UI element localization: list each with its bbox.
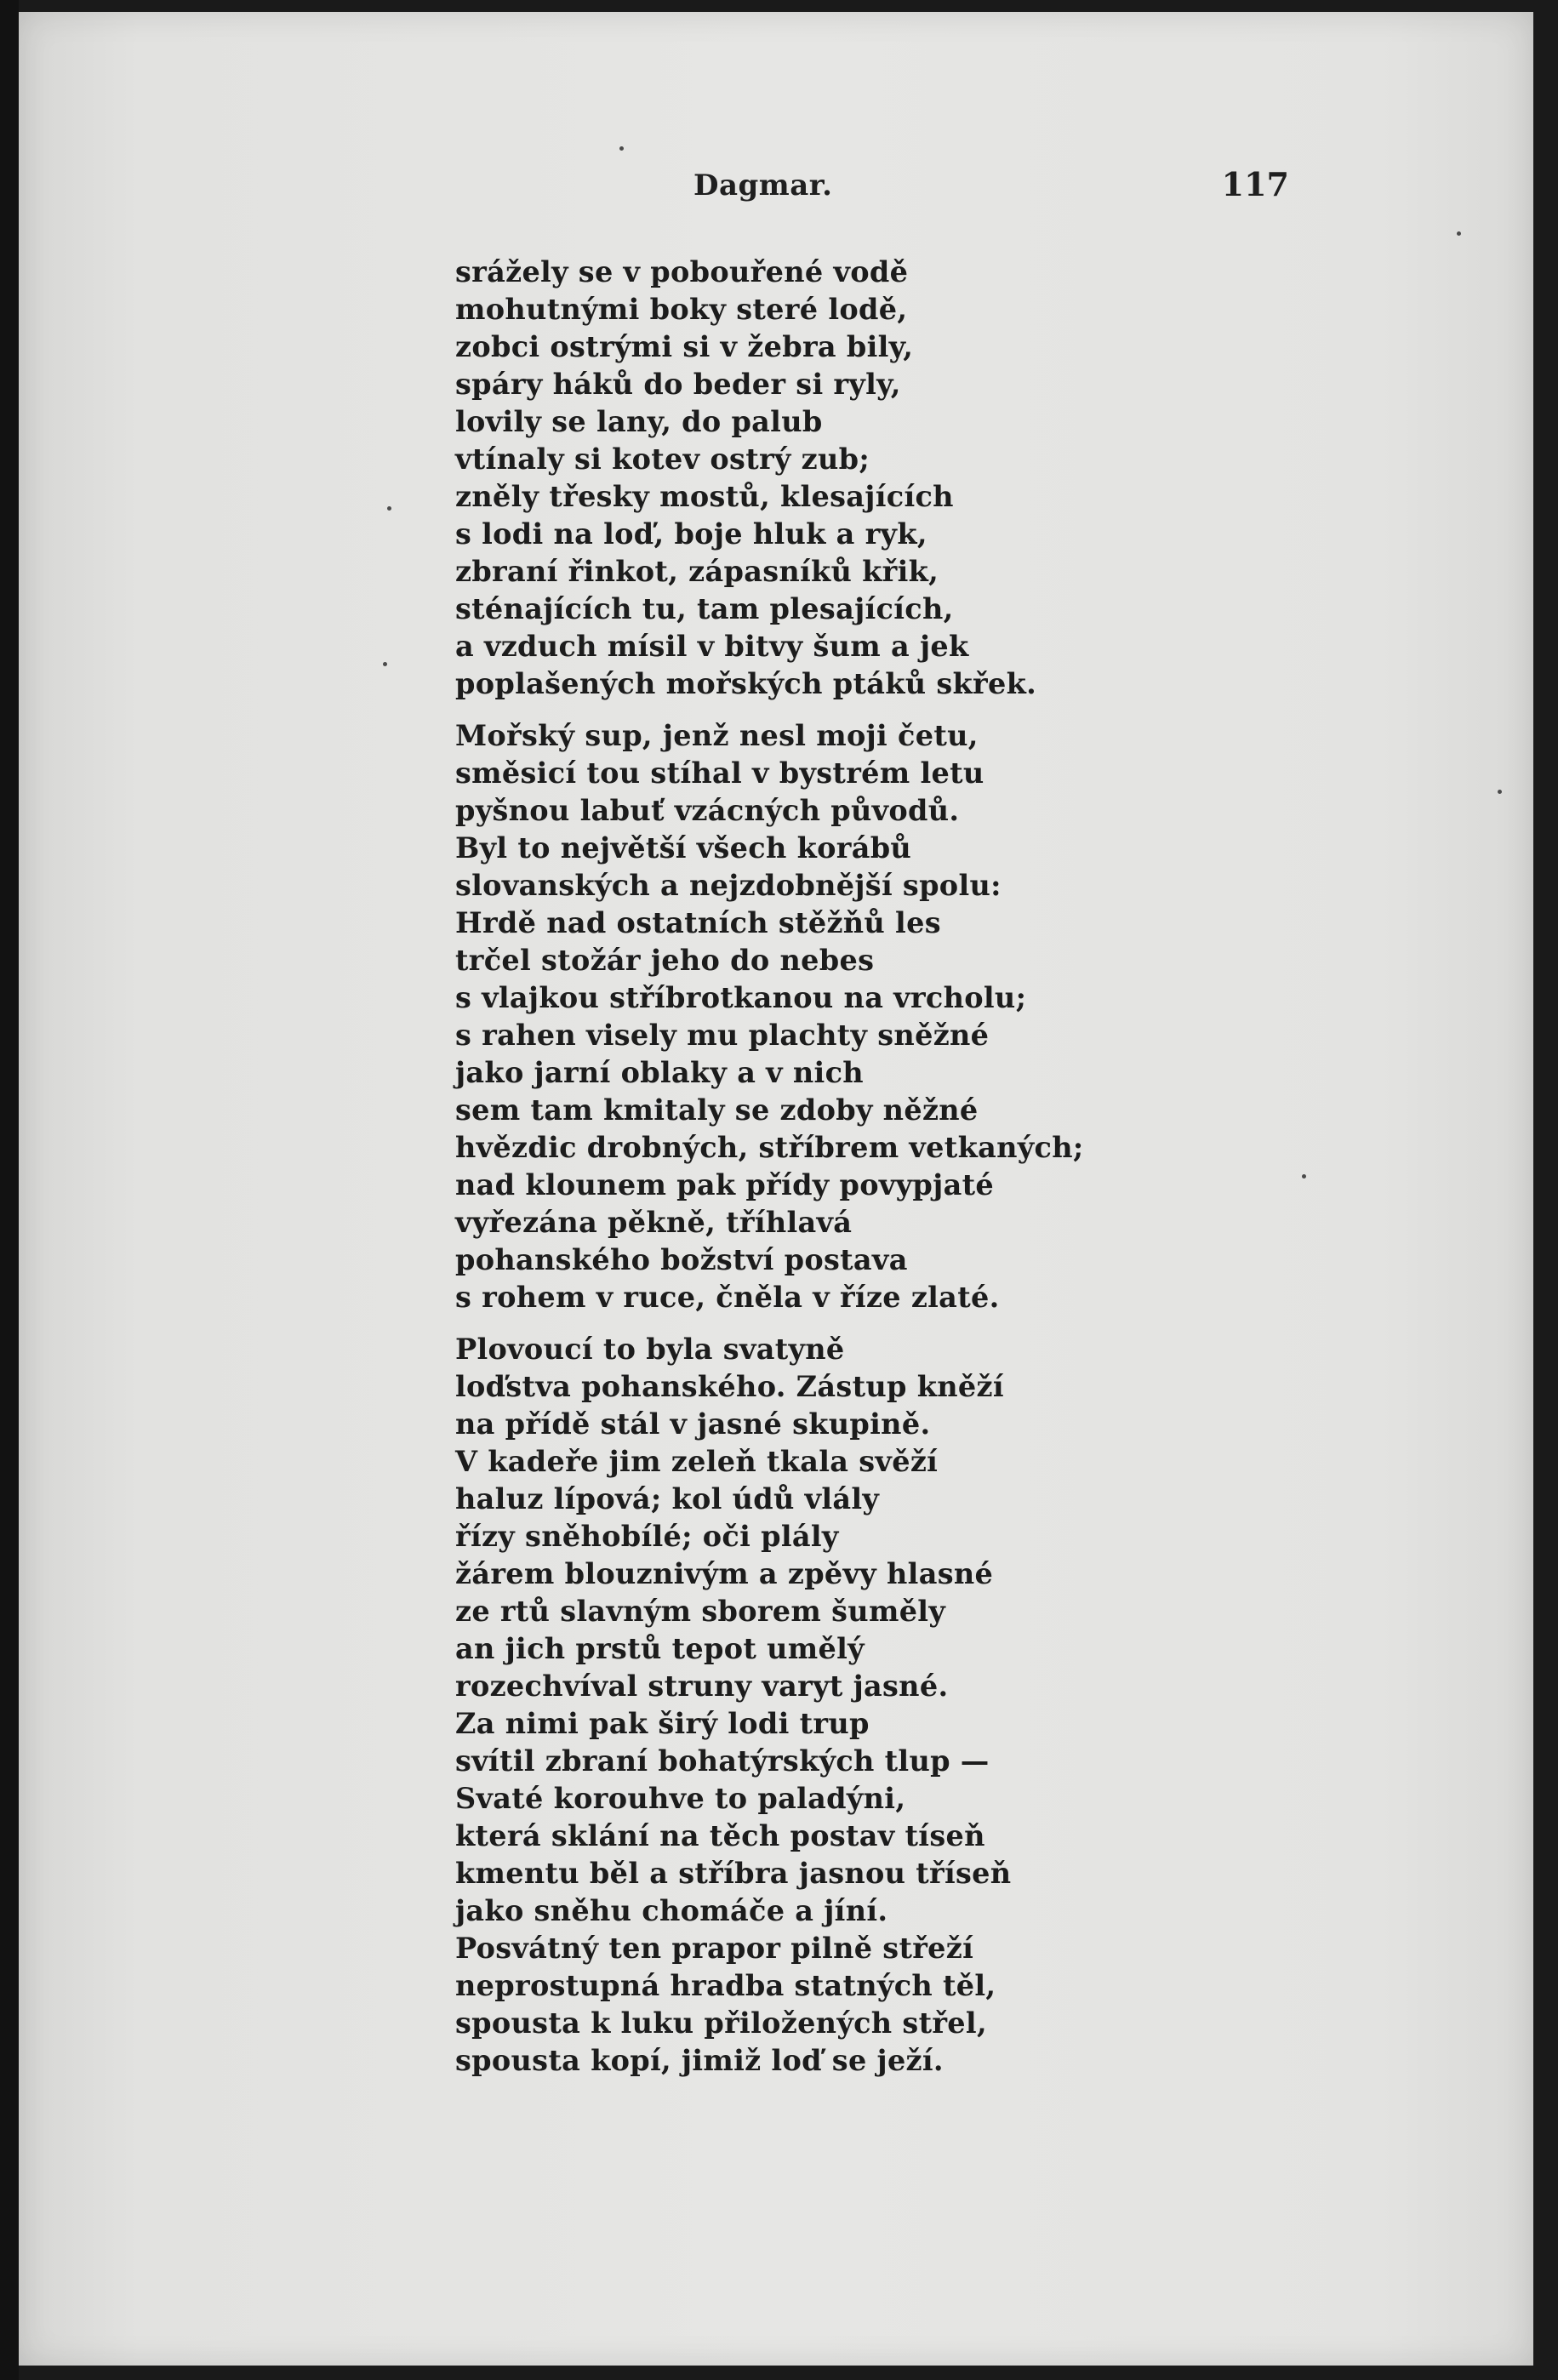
verse-line: zbraní řinkot, zápasníků křik, [455, 555, 939, 588]
scan-speck [383, 662, 387, 666]
scan-speck [1498, 790, 1502, 794]
verse-line: s rahen visely mu plachty sněžné [455, 1019, 990, 1052]
verse-line: poplašených mořských ptáků skřek. [455, 667, 1037, 700]
verse-line: Hrdě nad ostatních stěžňů les [455, 906, 941, 939]
stanza [455, 1331, 1306, 2080]
verse-line: zněly třesky mostů, klesajících [455, 480, 954, 513]
verse-line: slovanských a nejzdobnější spolu: [455, 869, 1002, 902]
verse-line: Za nimi pak širý lodi trup [455, 1707, 870, 1740]
verse-line: spousta k luku přiložených střel, [455, 2006, 987, 2040]
verse-line: kmentu běl a stříbra jasnou tříseň [455, 1857, 1012, 1890]
verse-line: Posvátný ten prapor pilně střeží [455, 1932, 974, 1965]
verse-line: sténajících tu, tam plesajících, [455, 592, 954, 625]
verse-line: haluz lípová; kol údů vlály [455, 1482, 880, 1515]
scan-speck [619, 146, 624, 151]
scan-dark-edge [0, 0, 19, 2380]
page-number: 117 [1221, 165, 1289, 203]
scan-speck [387, 506, 391, 511]
verse-line: s rohem v ruce, čněla v říze zlaté. [455, 1281, 1000, 1314]
verse-line: svítil zbraní bohatýrských tlup — [455, 1744, 990, 1778]
verse-line: Svaté korouhve to paladýni, [455, 1782, 906, 1815]
verse-line: jako jarní oblaky a v nich [455, 1056, 864, 1089]
verse-line: spousta kopí, jimiž loď se ježí. [455, 2044, 944, 2077]
verse-line: loďstva pohanského. Zástup kněží [455, 1370, 1004, 1403]
verse-line: ze rtů slavným sborem šuměly [455, 1595, 946, 1628]
verse-line: a vzduch mísil v bitvy šum a jek [455, 630, 969, 663]
verse-line: která sklání na těch postav tíseň [455, 1819, 985, 1852]
scan-speck [1457, 231, 1461, 236]
verse-line: nad klounem pak přídy povypjaté [455, 1168, 994, 1201]
verse-line: pohanského božství postava [455, 1243, 908, 1276]
verse-line: Mořský sup, jenž nesl moji četu, [455, 719, 979, 752]
page-header [685, 165, 1289, 220]
verse-line: na přídě stál v jasné skupině. [455, 1407, 931, 1441]
verse-line: neprostupná hradba statných těl, [455, 1969, 996, 2002]
stanza [455, 717, 1306, 1316]
verse-line: Plovoucí to byla svatyně [455, 1333, 845, 1366]
verse-line: s vlajkou stříbrotkanou na vrcholu; [455, 981, 1027, 1014]
verse-line: spáry háků do beder si ryly, [455, 368, 901, 401]
verse-line: zobci ostrými si v žebra bily, [455, 330, 914, 363]
running-title: Dagmar. [693, 168, 833, 203]
verse-line: s lodi na loď, boje hluk a ryk, [455, 517, 927, 551]
verse-line: mohutnými boky steré lodě, [455, 293, 908, 326]
verse-line: Byl to největší všech korábů [455, 831, 912, 865]
verse-line: směsicí tou stíhal v bystrém letu [455, 756, 984, 790]
verse-line: trčel stožár jeho do nebes [455, 944, 875, 977]
verse-line: V kadeře jim zeleň tkala svěží [455, 1445, 939, 1478]
verse-line: lovily se lany, do palub [455, 405, 823, 438]
poem-text [455, 254, 1306, 2094]
verse-line: srážely se v pobouřené vodě [455, 255, 909, 288]
verse-line: žárem blouznivým a zpěvy hlasné [455, 1557, 994, 1590]
verse-line: pyšnou labuť vzácných původů. [455, 794, 960, 827]
verse-line: vtínaly si kotev ostrý zub; [455, 442, 870, 476]
verse-line: vyřezána pěkně, tříhlavá [455, 1206, 853, 1239]
verse-line: jako sněhu chomáče a jíní. [455, 1894, 888, 1927]
verse-line: rozechvíval struny varyt jasné. [455, 1669, 949, 1703]
verse-line: řízy sněhobílé; oči plály [455, 1520, 839, 1553]
stanza [455, 254, 1306, 703]
verse-line: hvězdic drobných, stříbrem vetkaných; [455, 1131, 1084, 1164]
verse-line: an jich prstů tepot umělý [455, 1632, 865, 1665]
verse-line: sem tam kmitaly se zdoby něžné [455, 1093, 979, 1127]
